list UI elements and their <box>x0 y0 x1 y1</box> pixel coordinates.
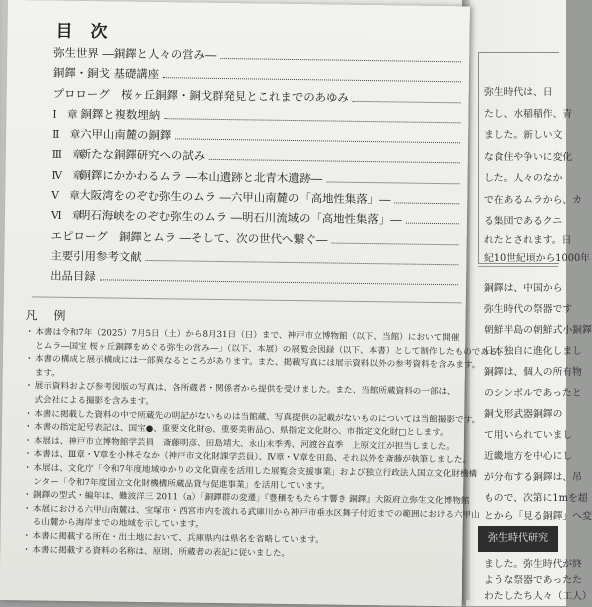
right-body-line: が分布する銅鐸は、吊 <box>484 472 582 483</box>
note-bullet: ・ <box>23 436 33 447</box>
note-bullet: ・ <box>22 544 32 555</box>
toc-leader-dots <box>405 223 458 225</box>
toc-leader-dots <box>163 77 461 82</box>
right-box-line: る集団であるクニ <box>484 216 563 227</box>
toc-leader-dots <box>175 139 460 144</box>
right-box-line: 紀10世紀頃から1000年 <box>484 253 590 264</box>
note-bullet: ・ <box>23 422 33 433</box>
note-text: 展示資料および参考図版の写真は、各所蔵者・関係者から提供を受けました。また、当館所蔵資料の一部は、 <box>34 381 456 398</box>
right-body-line: 日本独自に進化しまし <box>484 346 582 357</box>
right-box-line: で在あるムラから、カ <box>484 195 582 206</box>
right-body-line: ような祭器であったた <box>484 575 582 586</box>
toc-title: 目 次 <box>55 21 114 43</box>
toc-chapter-number: Ⅰ 章 <box>52 108 78 121</box>
note-text: ます。 <box>34 368 60 379</box>
toc-leader-dots <box>331 242 458 245</box>
note-bullet: ・ <box>25 327 35 338</box>
toc-chapter-number: Ⅵ 章 <box>50 209 83 223</box>
note-text: 本展は、文化庁「令和7年度地域ゆかりの文化資産を活用した展覧会支援事業」および独立行政法人国立文化財機構 <box>33 463 478 480</box>
toc-entry-text: 明石海峡をのぞむ弥生のムラ ―明石川流域の「高地性集落」― <box>78 208 402 227</box>
right-box-line: れたとされます。日 <box>484 235 572 246</box>
notes-title: 凡 例 <box>25 308 72 323</box>
note-bullet: ・ <box>22 531 32 542</box>
toc-entry-text: 主要引用参考文献 <box>50 248 142 264</box>
note-text: 本書は令和7年（2025）7月5日（土）から8月31日（日）まで、神戸市立博物館（以下、当館）において開催 <box>35 327 460 344</box>
toc-leader-dots <box>146 260 459 265</box>
right-box-line: な食住や争いに変化 <box>484 152 573 163</box>
right-body-line: のシンボルであったと <box>484 388 582 399</box>
note-text: 本書の構成と展示構成には一部異なるところがあります。また、掲載写真には展示資料以外の参考資料を含みます。 <box>34 354 481 371</box>
toc-entry-text: 新たな銅鐸研究への試み <box>79 147 206 164</box>
toc-chapter-number: Ⅱ 章 <box>52 128 81 142</box>
note-bullet: ・ <box>24 354 34 365</box>
right-body-line: て用いられていまし <box>484 430 573 441</box>
note-text: る山麓から海岸までの地域を示しています。 <box>32 517 204 531</box>
note-text: 本書に掲載した資料の中で所蔵先の明記がないものは当館蔵、写真提供の記載がないものについては当館撮影です。 <box>34 408 481 426</box>
note-text: とムラ―国宝 桜ヶ丘銅鐸をめぐる弥生の営み―」（以下、本展）の展覧会図録（以下、本書）として制作したものである。 <box>35 341 507 358</box>
note-bullet: ・ <box>23 449 33 460</box>
toc-leader-dots <box>220 58 461 62</box>
toc-leader-dots <box>100 280 458 286</box>
note-text: 式会社による撮影を含みます。 <box>34 395 155 408</box>
right-body-line: とから「見る銅鐸」へ変 <box>484 511 592 522</box>
toc-leader-dots <box>353 100 461 103</box>
note-bullet: ・ <box>23 463 33 474</box>
section-divider <box>32 296 462 303</box>
right-body-line: わたしたち人々（工人） <box>484 591 592 602</box>
note-text: ンター「令和7年度国立文化財機構所蔵品貸与促進事業」を活用しています。 <box>33 476 330 492</box>
right-box-line: たし、水稲稲作、青 <box>484 109 573 120</box>
right-body-line: 近畿地方を中心にし <box>484 451 573 462</box>
note-text: 本展における六甲山南麓は、宝塚市・西宮市内を流れる武庫川から神戸市垂水区舞子付近までの範囲における六甲山 <box>32 504 480 521</box>
right-body-line: もので、次第に1mを超 <box>484 493 588 504</box>
toc-entry-text: 銅鐸と複数埋納 <box>80 106 161 123</box>
right-page-text <box>472 0 592 602</box>
toc-entry-text: 出品目録 <box>50 268 96 284</box>
toc-leader-dots <box>394 202 459 204</box>
right-body-line: 弥生時代の祭器です <box>484 304 573 315</box>
right-box-line: ました。新しい文 <box>484 130 563 141</box>
toc-chapter-number: Ⅲ 章 <box>51 149 84 162</box>
right-box-line: した。人々のなか <box>484 173 563 184</box>
right-divider <box>478 266 558 267</box>
note-bullet: ・ <box>24 408 33 419</box>
explanatory-notes <box>22 326 507 563</box>
toc-entry <box>50 268 460 294</box>
right-box-line: 弥生時代は、日 <box>484 87 553 98</box>
note-bullet: ・ <box>22 503 32 515</box>
right-body-line: 銅鐸は、個人の所有物 <box>484 367 582 378</box>
note-text: 本書の指定記号表記は、国宝●、重要文化財◎、重要美術品○、県指定文化財◇、市指定文化財□とします。 <box>33 422 449 439</box>
toc-chapter-number: Ⅴ 章 <box>51 189 80 203</box>
toc-entry-text: 銅鐸・銅戈 基礎講座 <box>52 65 160 82</box>
toc-chapter-number: Ⅳ 章 <box>51 169 84 182</box>
toc-entry-text: 六甲山南麓の銅鐸 <box>80 127 172 143</box>
right-body-line: 朝鮮半島の朝鮮式小銅鐸 <box>484 325 592 336</box>
toc-entry-text: 大阪湾をのぞむ弥生のムラ ―六甲山南麓の「高地性集落」― <box>79 188 391 207</box>
toc-entry-text: 弥生世界 ―銅鐸と人々の営み― <box>53 45 217 62</box>
right-body-line: ました。弥生時代が終 <box>484 559 582 570</box>
toc-entry-text: 銅鐸にかかわるムラ ―本山遺跡と北青木遺跡― <box>79 167 323 186</box>
toc-leader-dots <box>326 181 459 184</box>
toc-leader-dots <box>209 159 460 164</box>
note-text: 本書に掲載する資料の名称は、原則、所蔵者の表記に従いました。 <box>32 544 291 559</box>
note-bullet: ・ <box>23 490 32 501</box>
note-text: 本展は、神戸市立博物館学芸員 斎藤明彦、田島靖大、永山末季秀、河渡谷直季 上原文江が担当しました。 <box>33 436 455 453</box>
right-section-heading: 弥生時代研究 <box>478 526 558 552</box>
note-text: 銅鐸の型式・編年は、難波洋三 2011（a）「銅鐸群の変遷」『豊穣をもたらす響き 銅鐸』大阪府立弥生文化博物館 <box>33 490 470 507</box>
note-bullet: ・ <box>24 381 34 392</box>
toc-entry-text: エピローグ 銅鐸とムラ ―そして、次の世代へ繋ぐ― <box>50 228 328 247</box>
right-body-line: 銅戈形武器銅鐸の <box>484 409 563 420</box>
note-text: 本書は、Ⅲ章・Ⅴ章を小林そなか（神戸市文化財課学芸員）、Ⅳ章・Ⅴ章を田島、それ以外を斎藤が執筆しました。 <box>33 449 472 466</box>
note-text: 本書に掲載する所在・出土地において、兵庫県内は県名を省略しています。 <box>32 531 324 546</box>
right-body-line: 銅鐸は、中国から <box>484 283 563 294</box>
toc-entry-text: プロローグ 桜ヶ丘銅鐸・銅戈群発見とこれまでのあゆみ <box>52 86 349 105</box>
toc-leader-dots <box>164 118 460 123</box>
table-of-contents <box>50 45 463 294</box>
